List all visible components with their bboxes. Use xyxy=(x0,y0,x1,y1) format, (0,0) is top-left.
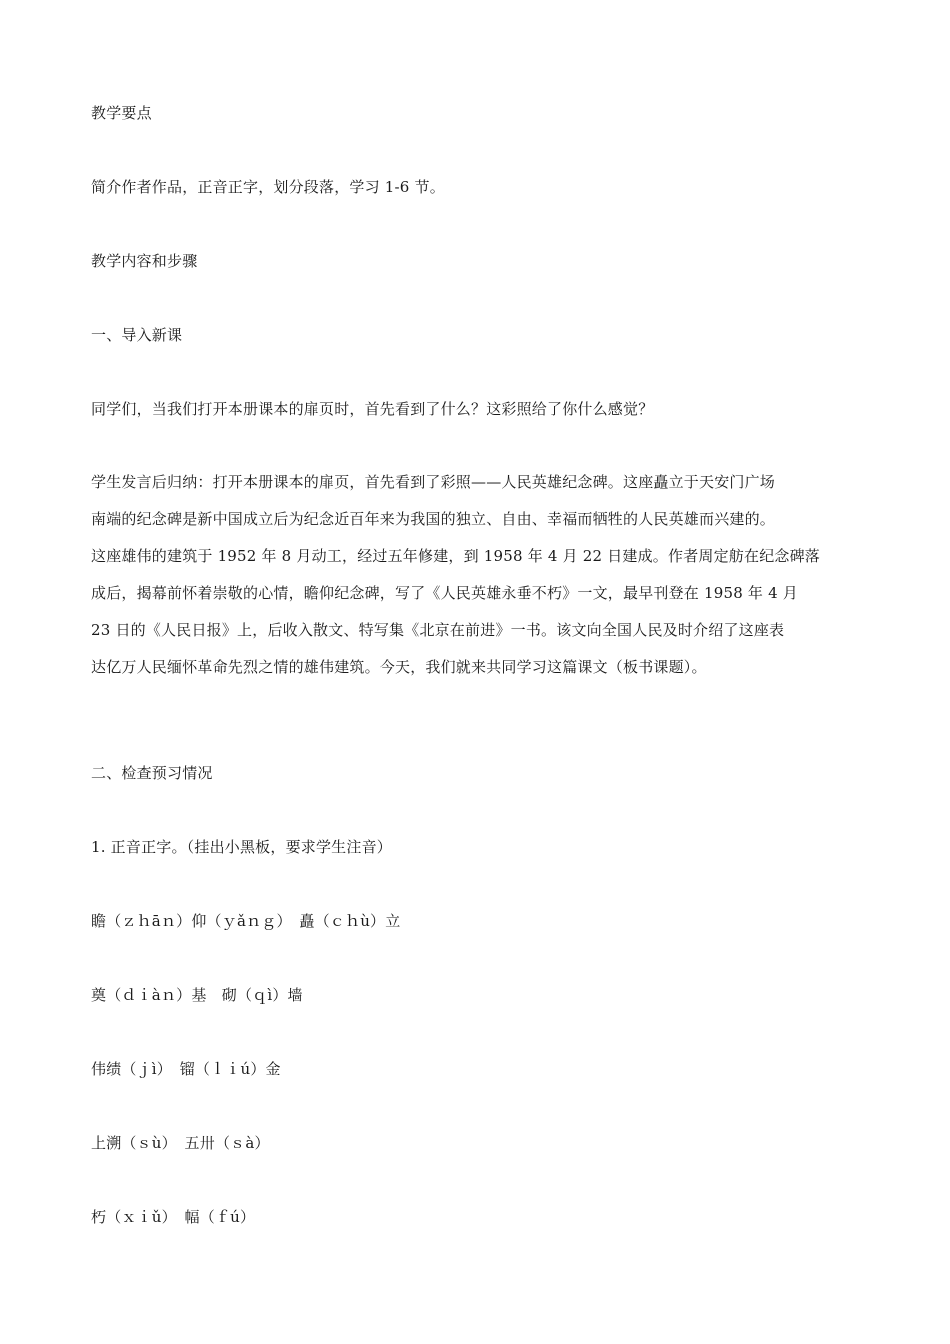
summary-paragraph xyxy=(91,464,861,686)
pronunciation-row: 上溯（ｓù） 五卅（ｓà） xyxy=(91,1134,270,1152)
summary-line: 23 日的《人民日报》上，后收入散文、特写集《北京在前进》一书。该文向全国人民及时介绍了这座表 xyxy=(91,621,785,639)
section-two-title: 二、检查预习情况 xyxy=(91,764,213,782)
pronunciation-row: 朽（ｘｉǔ） 幅（ｆú） xyxy=(91,1208,256,1226)
intro-question: 同学们，当我们打开本册课本的扉页时，首先看到了什么？这彩照给了你什么感觉？ xyxy=(91,400,654,418)
summary-line: 学生发言后归纳：打开本册课本的扉页，首先看到了彩照——人民英雄纪念碑。这座矗立于天安门广场 xyxy=(91,473,776,491)
pronunciation-row: 伟绩（ｊì） 镏（ｌｉú）金 xyxy=(91,1060,281,1078)
heading-content-steps: 教学内容和步骤 xyxy=(91,252,198,270)
pronunciation-row: 奠（ｄｉàｎ）基 砌（ｑì）墙 xyxy=(91,986,303,1004)
pronunciation-row: 瞻（ｚｈāｎ）仰（ｙǎｎｇ） 矗（ｃｈù）立 xyxy=(91,912,401,930)
heading-key-points: 教学要点 xyxy=(91,104,152,122)
summary-line: 达亿万人民缅怀革命先烈之情的雄伟建筑。今天，我们就来共同学习这篇课文（板书课题）。 xyxy=(91,658,707,676)
pronunciation-intro: 1. 正音正字。（挂出小黑板，要求学生注音） xyxy=(91,838,392,856)
summary-line: 这座雄伟的建筑于 1952 年 8 月动工，经过五年修建，到 1958 年 4 月 22 日建成。作者周定舫在纪念碑落 xyxy=(91,547,821,565)
key-points-text: 简介作者作品，正音正字，划分段落，学习 1-6 节。 xyxy=(91,178,445,196)
summary-line: 成后，揭幕前怀着崇敬的心情，瞻仰纪念碑，写了《人民英雄永垂不朽》一文，最早刊登在 1958 年 4 月 xyxy=(91,584,798,602)
summary-line: 南端的纪念碑是新中国成立后为纪念近百年来为我国的独立、自由、幸福而牺牲的人民英雄而兴建的。 xyxy=(91,510,776,528)
section-one-title: 一、导入新课 xyxy=(91,326,183,344)
